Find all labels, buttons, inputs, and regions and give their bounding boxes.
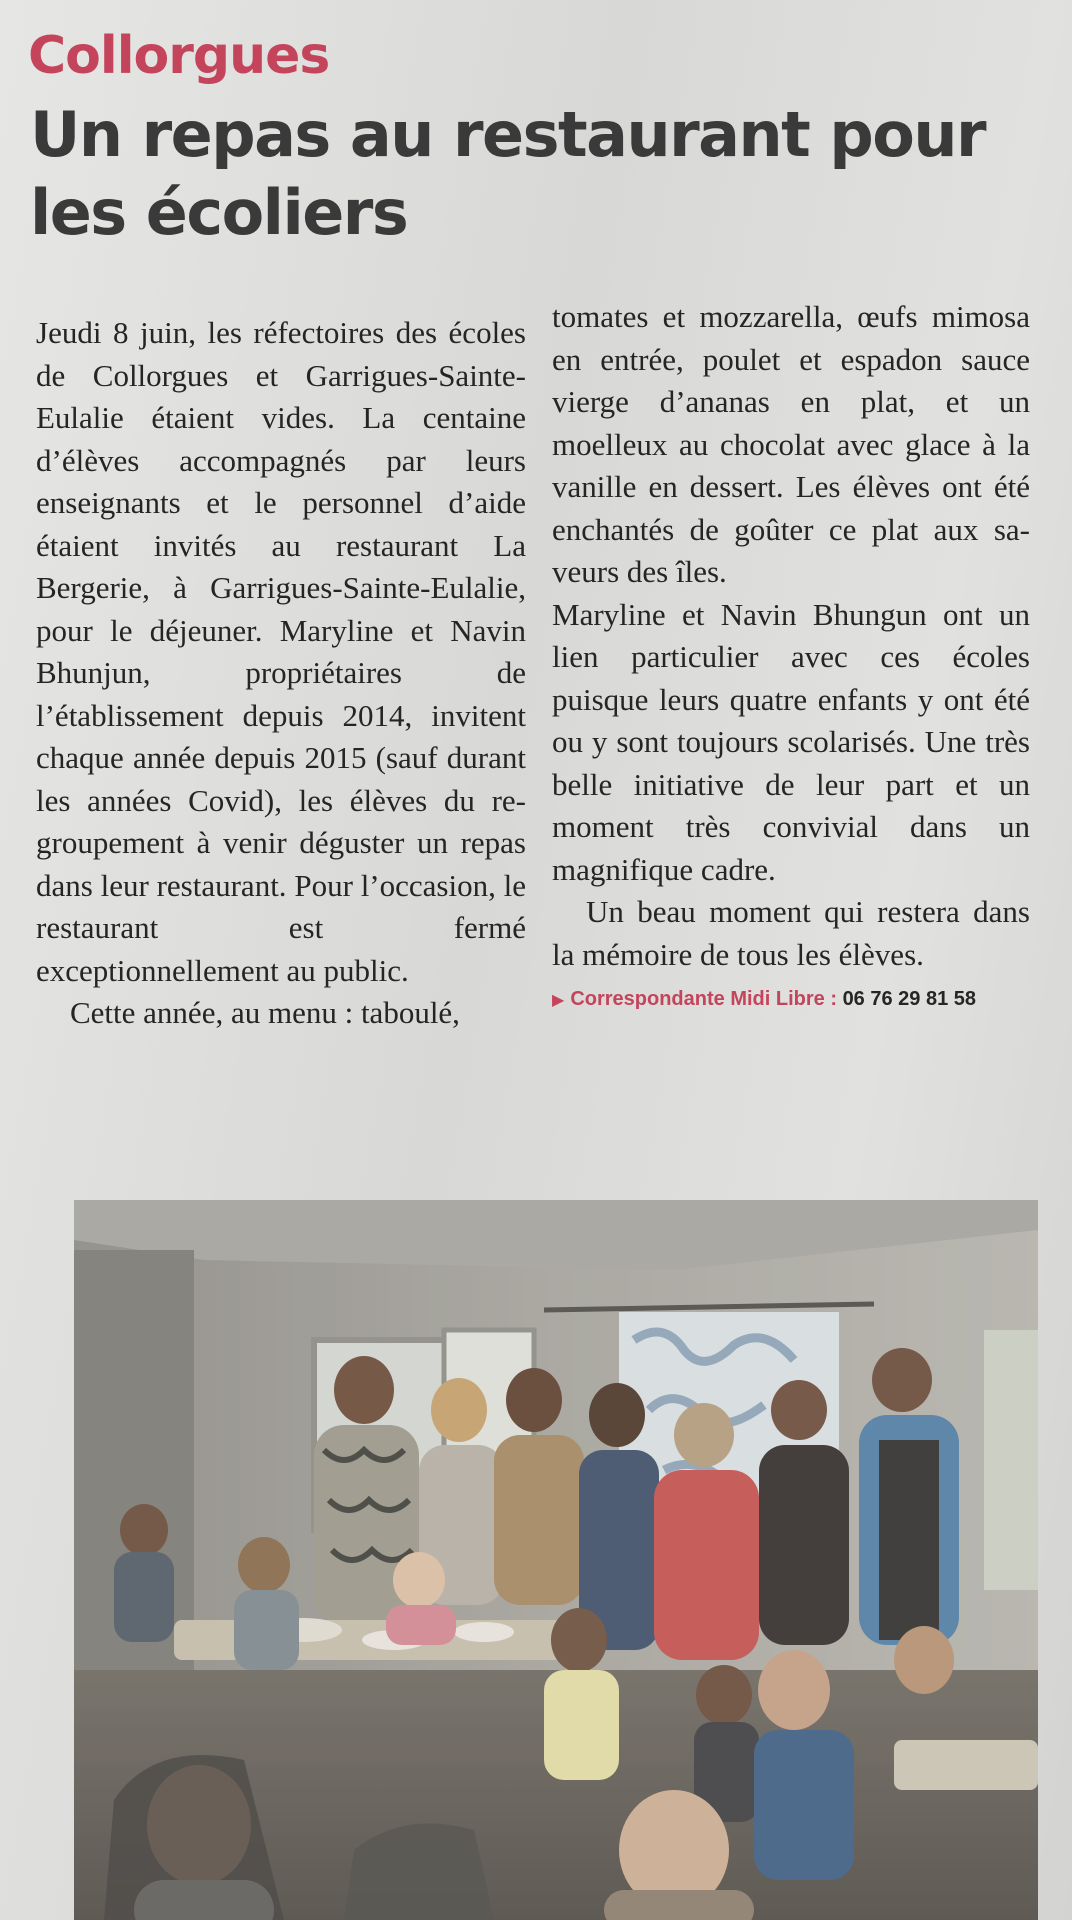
article-headline: Un repas au restaurant pour les écoliers xyxy=(30,98,986,249)
byline xyxy=(552,984,1030,1016)
article-column-right xyxy=(552,296,1030,1016)
article-column-left xyxy=(36,312,526,1035)
byline-role: Correspondante Midi Libre : xyxy=(570,988,837,1010)
triangle-icon: ▶ xyxy=(552,992,565,1009)
paragraph-right-1: tomates et mozzarella, œufs mimosa en entrée, poulet et espadon sauce vierge d’ananas en plat, et un moelleux au chocolat avec glace à la vanille en dessert. Les élèves ont été enchantés de goûter ce plat aux saveurs des îles. xyxy=(552,299,1030,589)
group-photo-image xyxy=(74,1200,1038,1920)
paragraph-left-2: Cette année, au menu : taboulé, xyxy=(70,995,460,1030)
paragraph-left-1: Jeudi 8 juin, les réfectoires des écoles de Collorgues et Garrigues-Sainte-Eulalie étaient vides. La centaine d’élèves accompagnés par leurs enseignants et le personnel d’aide étaient invités au restaurant La Bergerie, à Garrigues-Sainte-Eulalie, pour le déjeuner. Maryline et Navin Bhunjun, propriétaires de l’établissement depuis 2014, invitent chaque année depuis 2015 (sauf durant les années Covid), les élèves du regroupement à venir déguster un repas dans leur restaurant. Pour l’occasion, le restaurant est fermé exceptionnellement au public. xyxy=(36,315,526,988)
byline-phone: 06 76 29 81 58 xyxy=(842,988,977,1010)
section-kicker: Collorgues xyxy=(28,26,330,86)
paragraph-right-2: Maryline et Navin Bhungun ont un lien particulier avec ces écoles puisque leurs quatre enfants y ont été ou y sont toujours scolarisés. Une très belle initiative de leur part et un moment très convivial dans un magnifique cadre. xyxy=(552,596,1030,887)
paragraph-right-3: Un beau moment qui restera dans la mémoire de tous les élèves. xyxy=(552,894,1030,972)
article-photo xyxy=(74,1200,1038,1920)
